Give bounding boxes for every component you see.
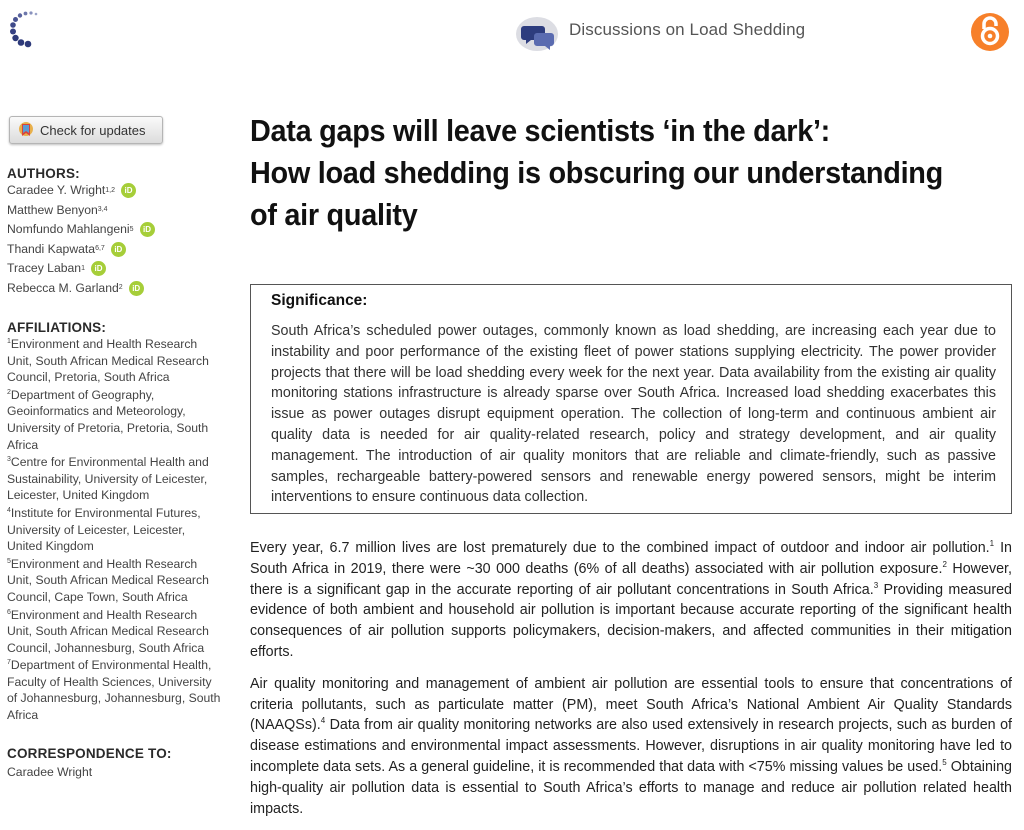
citation-ref: 2 xyxy=(942,560,947,570)
citation-ref: 4 xyxy=(320,716,326,726)
affiliation-number: 2 xyxy=(7,388,11,396)
affiliation-number: 4 xyxy=(7,506,11,514)
article-title xyxy=(250,110,1013,236)
body-paragraph-1 xyxy=(250,538,1012,663)
body-text-segment: In South Africa in 2019, there were ~30 000 deaths (6% of all deaths) associated with air pollution exposure. xyxy=(250,540,1012,577)
citation-ref: 1 xyxy=(989,539,995,549)
body-paragraph-2 xyxy=(250,674,1012,820)
affiliation-number: 5 xyxy=(7,557,11,565)
title-line-1: Data gaps will leave scientists ‘in the dark’: xyxy=(250,113,831,148)
check-for-updates-button[interactable] xyxy=(9,116,163,144)
significance-heading: Significance: xyxy=(271,292,368,309)
title-line-2: How load shedding is obscuring our understanding xyxy=(250,155,943,190)
author-name: Rebecca M. Garland xyxy=(7,280,119,295)
body-text-segment: Providing measured evidence of both ambient and household air pollution is important because accurate reporting of the significant health consequences of air pollution supports policymakers, decision-makers, and affected communities in their mitigation efforts. xyxy=(250,581,1012,660)
author-item: Tracey Laban 1 iD xyxy=(7,259,222,279)
affiliation-number: 7 xyxy=(7,659,11,667)
orcid-icon[interactable]: iD xyxy=(111,242,126,257)
author-item: Caradee Y. Wright 1,2 iD xyxy=(7,181,222,201)
author-name: Caradee Y. Wright xyxy=(7,183,106,197)
affiliation-item xyxy=(7,657,222,723)
affiliation-item xyxy=(7,387,222,453)
author-name: Nomfundo Mahlangeni xyxy=(7,222,130,236)
article-body xyxy=(250,538,1012,830)
author-name: Thandi Kapwata xyxy=(7,241,96,256)
affiliation-text: Environment and Health Research Unit, South African Medical Research Council, Johannesburg, South Africa xyxy=(7,607,209,655)
orcid-icon[interactable]: iD xyxy=(91,261,106,276)
significance-text: South Africa’s scheduled power outages, commonly known as load shedding, are increasing each year due to instability and poor performance of the existing fleet of power stations supplying electricity. The power provider projects that there will be load shedding every week for the next year. Data availability from the existing air quality monitoring stations infrastructure is already sparse over South Africa. Increased load shedding exacerbates this issue as power outages disrupt equipment operation. The collection of long-term and continuous ambient air quality data is needed for air quality-related research, policy and strategy development, and air quality management. The introduction of air quality monitors that are reliable and climate-friendly, such as passive samples, rechargeable battery-powered sensors and renewable energy powered sensors, might be interim interventions to ensure continuous data collection. xyxy=(271,323,996,506)
correspondence-name: Caradee Wright xyxy=(7,764,93,779)
affiliation-item xyxy=(7,454,222,504)
affiliation-text: Department of Environmental Health, Faculty of Health Sciences, University of Johannesburg, Johannesburg, South Africa xyxy=(7,658,221,723)
correspondence-heading: CORRESPONDENCE TO: xyxy=(7,745,172,761)
article-sidebar xyxy=(7,166,222,781)
section-header xyxy=(515,14,805,54)
affiliation-item xyxy=(7,607,222,657)
significance-box xyxy=(250,284,1012,514)
open-access-icon xyxy=(970,12,1010,52)
affiliation-number: 6 xyxy=(7,608,11,616)
affiliation-text: Department of Geography, Geoinformatics and Meteorology, University of Pretoria, Pretoria, South Africa xyxy=(7,387,209,452)
affiliation-text: Centre for Environmental Health and Sustainability, University of Leicester, Leicester, United Kingdom xyxy=(7,455,209,503)
author-name: Matthew Benyon xyxy=(7,202,98,217)
authors-heading: AUTHORS: xyxy=(7,166,80,181)
article-header xyxy=(250,110,1014,236)
authors-list xyxy=(7,181,222,298)
citation-ref: 5 xyxy=(942,758,947,768)
body-text-segment: Air quality monitoring and management of ambient air pollution are essential tools to ensure that concentrations of criteria pollutants, such as particulate matter (PM), meet South Africa’s National Ambient Air Quality Standards (NAAQSs). xyxy=(250,675,1012,734)
body-text-segment: Obtaining high-quality air pollution data is essential to South Africa’s efforts to manage and reduce air pollution related health impacts. xyxy=(250,758,1012,817)
title-line-3: of air quality xyxy=(250,197,418,232)
discussion-bubble-icon xyxy=(515,14,561,54)
orcid-icon[interactable]: iD xyxy=(121,183,136,198)
affiliation-item xyxy=(7,556,222,606)
crossmark-icon xyxy=(18,121,34,139)
affiliations-heading: AFFILIATIONS: xyxy=(7,320,107,335)
check-for-updates-label: Check for updates xyxy=(40,122,146,138)
affiliation-item xyxy=(7,336,222,386)
body-text-segment: However, there is a significant gap in the accurate reporting of air pollutant concentrations in South Africa. xyxy=(250,560,1012,598)
body-text-segment: Every year, 6.7 million lives are lost prematurely due to the combined impact of outdoor and indoor air pollution. xyxy=(250,540,990,556)
author-item: Thandi Kapwata 6,7 iD xyxy=(7,240,222,260)
affiliation-text: Institute for Environmental Futures, University of Leicester, Leicester, United Kingdom xyxy=(7,505,201,554)
affiliations-list xyxy=(7,336,222,724)
orcid-icon[interactable]: iD xyxy=(140,222,155,237)
body-text-segment: Data from air quality monitoring networks are also used extensively in research projects, such as burden of disease estimations and environmental impact assessments. However, disruptions in air quality monitoring have led to incomplete data sets. As a general guideline, it is recommended that data with <75% missing values be used. xyxy=(250,717,1012,775)
affiliation-item xyxy=(7,505,222,555)
section-title: Discussions on Load Shedding xyxy=(569,20,806,39)
author-item: Matthew Benyon 3,4 xyxy=(7,201,222,221)
affiliation-text: Environment and Health Research Unit, South African Medical Research Council, Pretoria, South Africa xyxy=(7,337,209,385)
orcid-icon[interactable]: iD xyxy=(129,281,144,296)
author-item: Nomfundo Mahlangeni 5 iD xyxy=(7,220,222,240)
author-name: Tracey Laban xyxy=(7,261,82,275)
affiliation-number: 3 xyxy=(7,456,11,464)
citation-ref: 3 xyxy=(873,580,879,590)
journal-logo-icon xyxy=(6,10,42,50)
affiliation-number: 1 xyxy=(7,337,11,345)
affiliation-text: Environment and Health Research Unit, South African Medical Research Council, Cape Town, South Africa xyxy=(7,556,209,604)
author-item: Rebecca M. Garland 2 iD xyxy=(7,279,222,299)
